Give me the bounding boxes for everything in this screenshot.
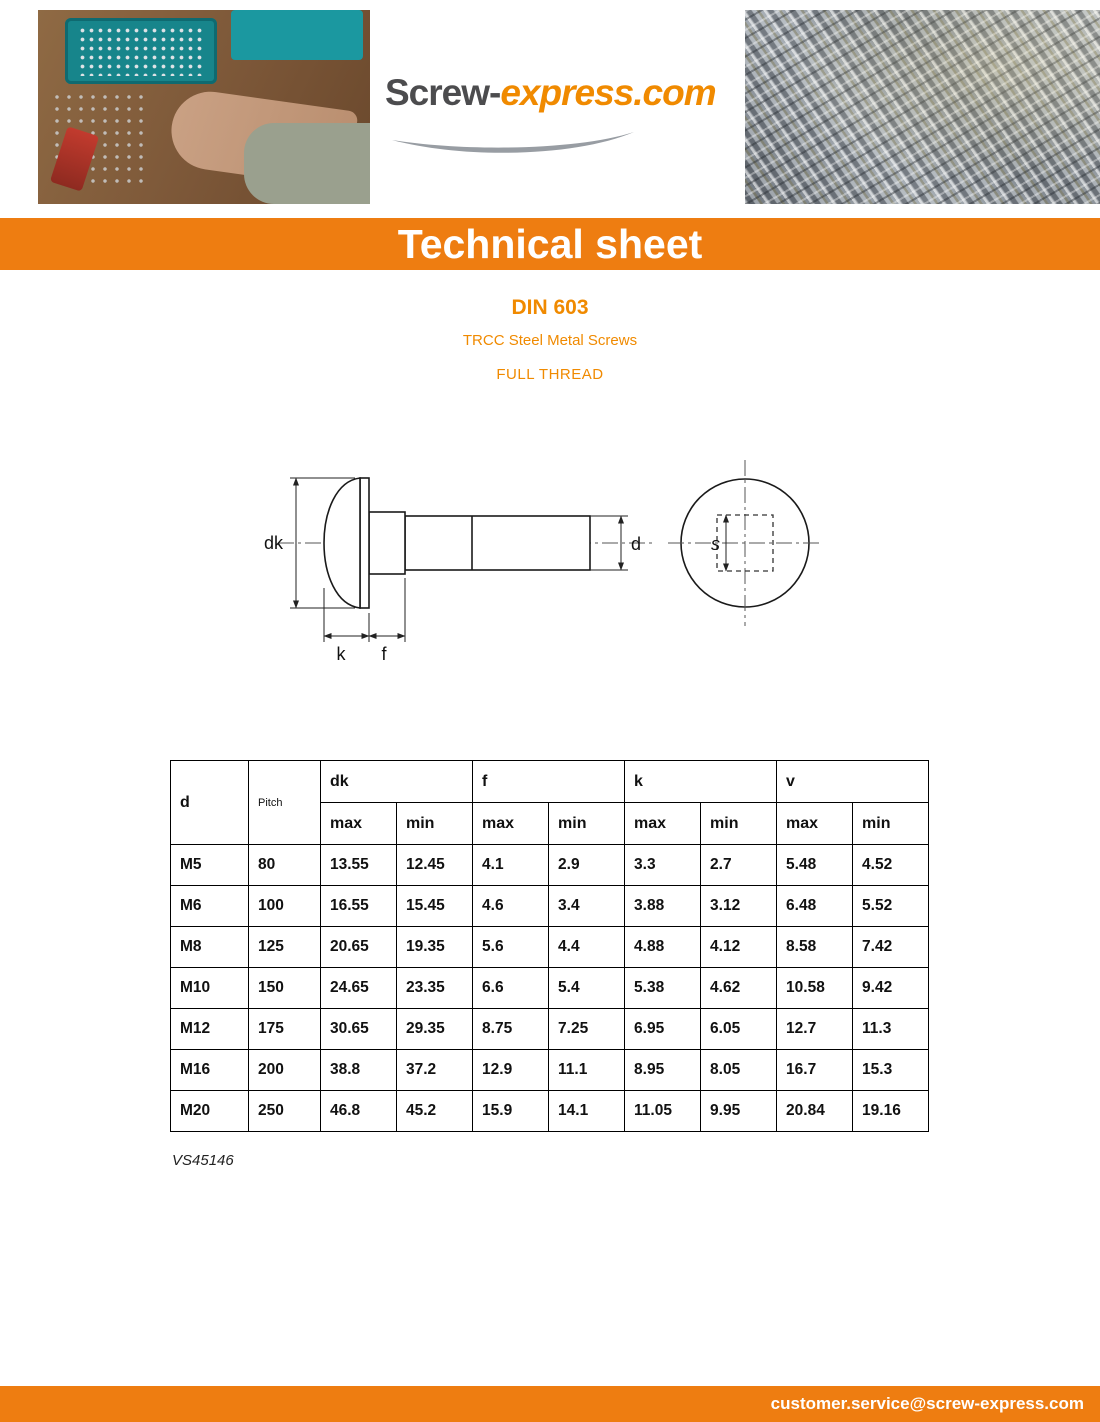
table-cell: 12.7 — [777, 1009, 853, 1050]
table-cell: 20.84 — [777, 1091, 853, 1132]
table-cell: 2.7 — [701, 845, 777, 886]
col-header-k: k — [625, 761, 777, 803]
table-cell: 12.45 — [397, 845, 473, 886]
screws-pile-photo — [745, 10, 1100, 204]
table-cell: 23.35 — [397, 968, 473, 1009]
photo-texture — [231, 10, 364, 60]
col-header-dk: dk — [321, 761, 473, 803]
page-title: Technical sheet — [397, 221, 703, 267]
standard-title: DIN 603 — [511, 296, 589, 319]
sub-header-max: max — [777, 803, 853, 845]
table-cell: 13.55 — [321, 845, 397, 886]
table-cell: 4.6 — [473, 886, 549, 927]
table-cell: 6.48 — [777, 886, 853, 927]
title-banner — [0, 218, 1100, 270]
table-cell: M6 — [171, 886, 249, 927]
table-cell: 3.88 — [625, 886, 701, 927]
product-description: TRCC Steel Metal Screws — [462, 332, 638, 349]
sub-header-max: max — [321, 803, 397, 845]
table-cell: 15.9 — [473, 1091, 549, 1132]
table-cell: M20 — [171, 1091, 249, 1132]
table-cell: 8.58 — [777, 927, 853, 968]
table-cell: 4.12 — [701, 927, 777, 968]
table-cell: 46.8 — [321, 1091, 397, 1132]
table-cell: M10 — [171, 968, 249, 1009]
table-cell: 15.3 — [853, 1050, 929, 1091]
table-cell: 11.3 — [853, 1009, 929, 1050]
table-cell: 8.75 — [473, 1009, 549, 1050]
table-cell: 7.25 — [549, 1009, 625, 1050]
table-cell: 5.52 — [853, 886, 929, 927]
table-cell: 38.8 — [321, 1050, 397, 1091]
table-cell: 11.05 — [625, 1091, 701, 1132]
table-cell: 11.1 — [549, 1050, 625, 1091]
photo-texture — [745, 10, 1100, 204]
table-cell: 3.3 — [625, 845, 701, 886]
sub-header-min: min — [853, 803, 929, 845]
dim-label-f: f — [381, 644, 387, 664]
table-cell: 250 — [249, 1091, 321, 1132]
table-cell: 4.88 — [625, 927, 701, 968]
sub-header-min: min — [549, 803, 625, 845]
table-cell: 80 — [249, 845, 321, 886]
brand-logo — [385, 72, 730, 114]
table-row — [171, 845, 929, 886]
thread-type: FULL THREAD — [496, 366, 604, 383]
sub-header-max: max — [625, 803, 701, 845]
spec-table — [170, 760, 929, 1132]
table-cell: 4.1 — [473, 845, 549, 886]
spec-table-body — [171, 845, 929, 1132]
table-cell: 20.65 — [321, 927, 397, 968]
table-cell: 175 — [249, 1009, 321, 1050]
table-cell: M12 — [171, 1009, 249, 1050]
table-cell: 24.65 — [321, 968, 397, 1009]
table-cell: 14.1 — [549, 1091, 625, 1132]
table-cell: 5.6 — [473, 927, 549, 968]
table-row — [171, 968, 929, 1009]
table-cell: 37.2 — [397, 1050, 473, 1091]
photo-texture — [244, 123, 370, 204]
table-cell: 4.4 — [549, 927, 625, 968]
table-row — [171, 1091, 929, 1132]
table-cell: 6.05 — [701, 1009, 777, 1050]
table-cell: 29.35 — [397, 1009, 473, 1050]
brand-logo-part2: express.com — [500, 72, 716, 113]
table-cell: 6.6 — [473, 968, 549, 1009]
table-row — [171, 1009, 929, 1050]
sub-header-min: min — [397, 803, 473, 845]
col-header-f: f — [473, 761, 625, 803]
table-row — [171, 927, 929, 968]
table-cell: 2.9 — [549, 845, 625, 886]
table-cell: 16.7 — [777, 1050, 853, 1091]
logo-swoosh — [388, 128, 638, 160]
table-cell: M16 — [171, 1050, 249, 1091]
photo-texture — [78, 26, 204, 76]
table-cell: 19.16 — [853, 1091, 929, 1132]
table-cell: 30.65 — [321, 1009, 397, 1050]
col-header-pitch: Pitch — [249, 761, 321, 845]
table-cell: 5.48 — [777, 845, 853, 886]
table-cell: M8 — [171, 927, 249, 968]
table-row — [171, 886, 929, 927]
table-cell: 10.58 — [777, 968, 853, 1009]
contact-email: customer.service@screw-express.com — [770, 1394, 1084, 1413]
table-cell: 45.2 — [397, 1091, 473, 1132]
reference-code: VS45146 — [172, 1152, 234, 1169]
dim-label-s: s — [711, 534, 720, 554]
table-cell: 19.35 — [397, 927, 473, 968]
table-cell: 5.4 — [549, 968, 625, 1009]
table-cell: 5.38 — [625, 968, 701, 1009]
table-cell: 3.4 — [549, 886, 625, 927]
col-header-d: d — [171, 761, 249, 845]
table-cell: 8.05 — [701, 1050, 777, 1091]
table-cell: 4.62 — [701, 968, 777, 1009]
table-cell: 200 — [249, 1050, 321, 1091]
carriage-bolt-drawing — [260, 438, 860, 673]
table-cell: 150 — [249, 968, 321, 1009]
table-cell: M5 — [171, 845, 249, 886]
table-cell: 9.95 — [701, 1091, 777, 1132]
table-cell: 6.95 — [625, 1009, 701, 1050]
technical-drawing — [260, 438, 860, 673]
table-cell: 3.12 — [701, 886, 777, 927]
table-cell: 100 — [249, 886, 321, 927]
table-cell: 4.52 — [853, 845, 929, 886]
workbench-photo — [38, 10, 370, 204]
dim-label-d: d — [631, 534, 642, 554]
sub-header-max: max — [473, 803, 549, 845]
table-cell: 125 — [249, 927, 321, 968]
table-cell: 16.55 — [321, 886, 397, 927]
table-cell: 8.95 — [625, 1050, 701, 1091]
sub-header-min: min — [701, 803, 777, 845]
dim-label-dk: dk — [264, 533, 284, 553]
footer-bar — [0, 1386, 1100, 1422]
table-cell: 15.45 — [397, 886, 473, 927]
table-cell: 12.9 — [473, 1050, 549, 1091]
dim-label-k: k — [336, 644, 346, 664]
table-cell: 9.42 — [853, 968, 929, 1009]
table-row — [171, 1050, 929, 1091]
table-cell: 7.42 — [853, 927, 929, 968]
brand-logo-part1: Screw- — [385, 72, 501, 113]
col-header-v: v — [777, 761, 929, 803]
